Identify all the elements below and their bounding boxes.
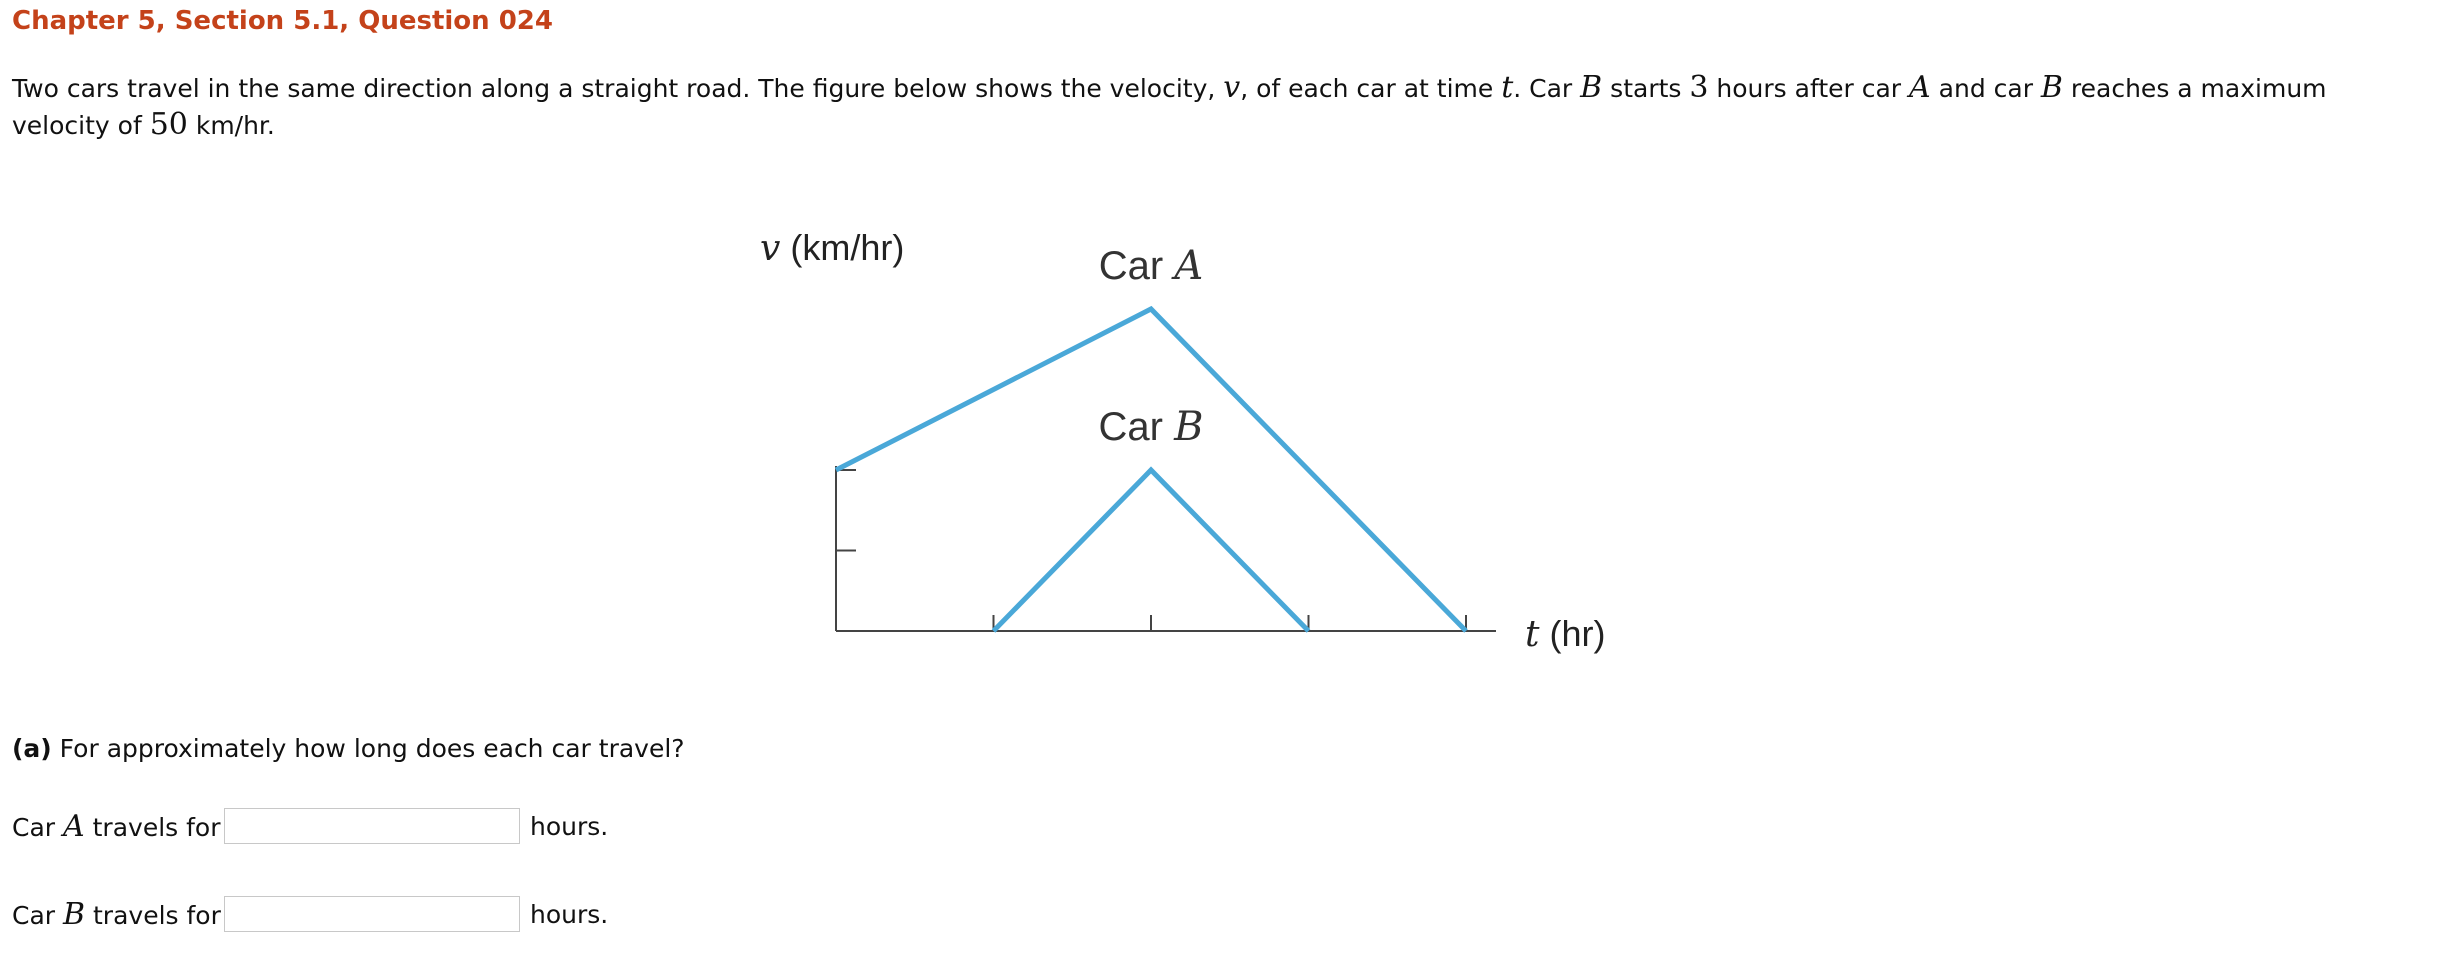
problem-text: , of each car at time — [1240, 74, 1502, 103]
answer-row-car-a — [12, 806, 608, 846]
var-b: B — [1580, 70, 1603, 105]
answer-unit: hours. — [530, 899, 609, 929]
problem-text: hours after car — [1708, 74, 1910, 103]
series-label-car-b: Car B — [1098, 404, 1204, 450]
problem-text: . Car — [1513, 74, 1581, 103]
y-axis-label: v (km/hr) — [760, 227, 905, 269]
var-v: v — [1223, 70, 1241, 105]
problem-text: Two cars travel in the same direction along a straight road. The figure below shows the velocity, — [12, 74, 1224, 103]
series-line-car-b — [994, 470, 1309, 631]
car-a-hours-input[interactable] — [224, 808, 520, 844]
var-a: A — [1909, 70, 1931, 105]
answer-prefix: Car — [12, 812, 64, 842]
part-a — [12, 734, 685, 763]
x-axis-label: t (hr) — [1525, 613, 1606, 655]
answer-suffix: travels for — [85, 900, 221, 930]
question-title: Chapter 5, Section 5.1, Question 024 — [12, 6, 553, 36]
problem-text: km/hr. — [187, 111, 275, 140]
problem-text: and car — [1930, 74, 2041, 103]
part-label: (a) — [12, 734, 52, 763]
answer-prefix: Car — [12, 900, 64, 930]
part-text: For approximately how long does each car travel? — [51, 734, 685, 763]
num-three: 3 — [1689, 70, 1709, 105]
num-fifty: 50 — [149, 107, 188, 142]
answer-var: A — [63, 808, 85, 844]
problem-text: reaches a maximum velocity of — [12, 74, 2327, 140]
car-b-hours-input[interactable] — [224, 896, 520, 932]
var-t: t — [1501, 70, 1514, 105]
answer-suffix: travels for — [84, 812, 221, 842]
series-label-car-a: Car A — [1098, 243, 1204, 289]
answer-unit: hours. — [530, 811, 609, 841]
answer-label-car-b — [12, 897, 224, 932]
var-b: B — [2040, 70, 2063, 105]
answer-row-car-b — [12, 894, 608, 934]
answer-var: B — [63, 896, 86, 932]
problem-text: starts — [1602, 74, 1690, 103]
answer-label-car-a — [12, 809, 224, 844]
